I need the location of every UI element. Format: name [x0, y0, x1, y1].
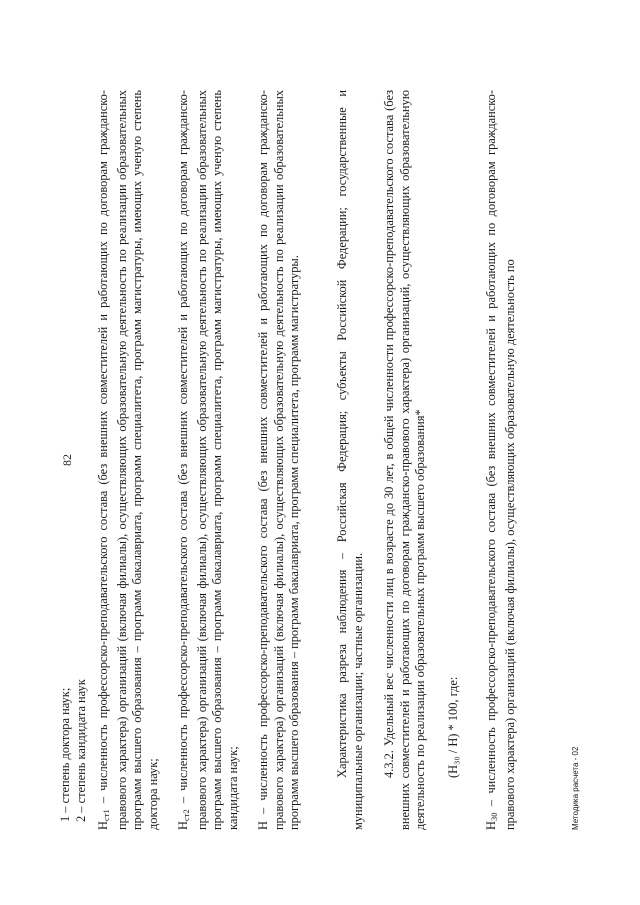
definition-text: – численность профессорско-преподавательского состава (без внешних совместителей и работающих по договорам гражданско-правового характера) организаций (включая филиалы), осуществляющих образовательную деятельность по реализации образовательных программ высшего образования – программ бакалавриата, программ специалитета, программ магистратуры, имеющих ученую степень кандидата наук;	[176, 90, 240, 830]
observation-characteristic	[335, 90, 366, 830]
definition-text: – численность профессорско-преподавательского состава (без внешних совместителей и работающих по договорам гражданско-правового характера) организаций (включая филиалы), осуществляющих образовательную деятельность по	[484, 90, 517, 830]
symbol-sub: ст1	[101, 809, 111, 822]
symbol-n: Н	[484, 821, 498, 830]
definition-n	[256, 90, 303, 830]
page-number: 82	[60, 454, 74, 466]
section-4-3-2	[382, 90, 429, 830]
symbol-n: Н	[176, 821, 190, 830]
rotated-content	[60, 80, 580, 840]
symbol-n: Н	[96, 821, 110, 830]
definition-n30	[484, 90, 518, 830]
definition-text: Н – численность профессорско-преподавательского состава (без внешних совместителей и работающих по договорам гражданско-правового характера) организаций (включая филиалы), осуществляющих образовательную деятельность по реализации образовательных программ высшего образования – программ бакалавриата, программ специалитета, программ магистратуры.	[256, 90, 302, 830]
degree-item-doctor: 1 – степень доктора наук;	[58, 687, 72, 822]
degree-item-candidate: 2 – степень кандидата наук	[73, 679, 88, 822]
formula-text: (Н₃₀ / Н) * 100, где:	[446, 676, 460, 778]
definition-text: – численность профессорско-преподавательского состава (без внешних совместителей и работающих по договорам гражданско-правового характера) организаций (включая филиалы), осуществляющих образовательную деятельность по реализации образовательных программ высшего образования – программ бакалавриата, программ специалитета, программ магистратуры, имеющих ученую степень доктора наук;	[96, 90, 160, 830]
definition-nst1	[96, 90, 161, 830]
footer-label: Методика расчета - 02	[571, 746, 580, 830]
symbol-sub: ст2	[181, 809, 191, 822]
degree-list	[58, 522, 89, 822]
characteristic-text: Характеристика разреза наблюдения – Российская Федерация; субъекты Российской Федерации; государственные и муниципальные организации; частные организации.	[335, 90, 365, 830]
section-text: 4.3.2. Удельный вес численности лиц в возрасте до 30 лет, в общей численности профессорско-преподавательского состава (без внешних совместителей и работающих по договорам гражданско-правового характера) организаций, осуществляющих образовательную деятельность по реализации образовательных программ высшего образования*	[382, 90, 428, 830]
symbol-sub: 30	[489, 812, 499, 822]
formula	[446, 90, 462, 830]
definition-nst2	[176, 90, 241, 830]
